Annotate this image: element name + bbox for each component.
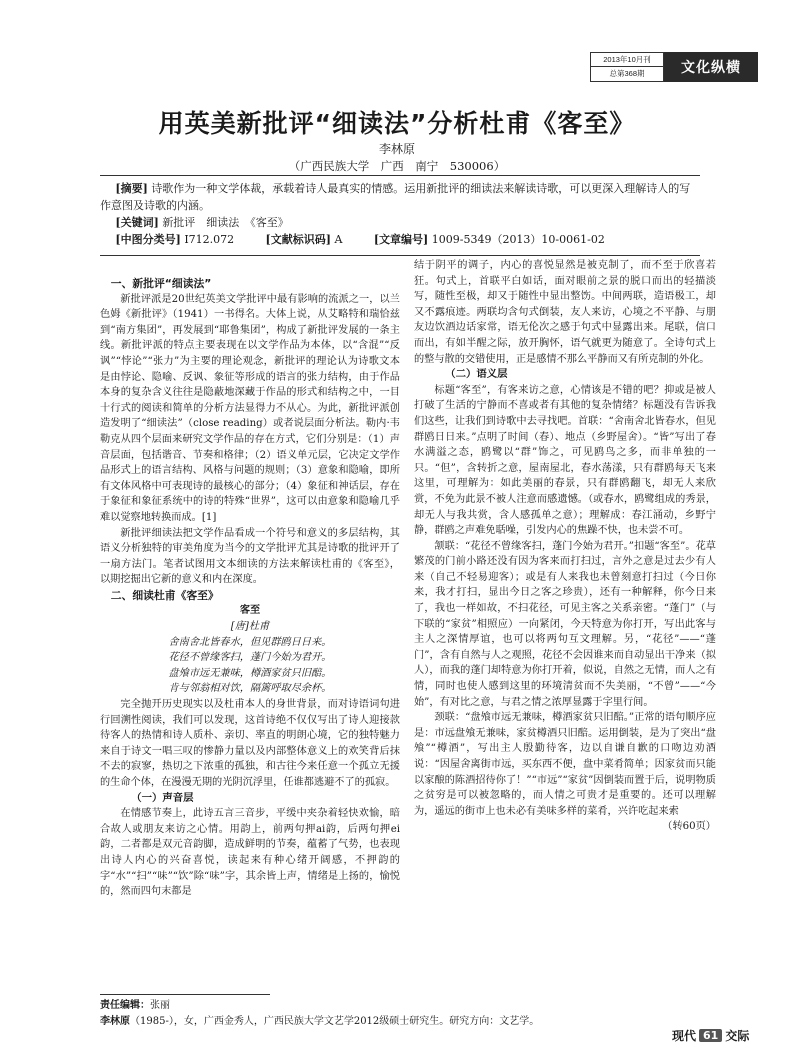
- keywords-text: 新批评 细读法 《客至》: [162, 216, 289, 229]
- doc-code-group: [250, 231, 342, 248]
- editor-name: 张丽: [150, 1000, 170, 1011]
- poem-line: 盘飧市远无兼味，樽酒家贫只旧醅。: [168, 667, 332, 679]
- article-no-group: [358, 231, 604, 248]
- journal-name-left: 现代: [672, 1029, 697, 1043]
- paragraph: 标题“客至”，有客来访之意，心情该是不错的吧？抑或是被人打破了生活的宁静而不喜或者有其他的复杂情绪？标题没有告诉我们这些，让我们到诗歌中去寻找吧。首联：“舍南舍北皆春水，但见群鸥日日来。”点明了时间（春）、地点（乡野屋舍）。“皆”写出了春水满溢之态，鸥鹭以“群”饰之，可见鸥鸟之多，而非单独的一只。“但”，含转折之意，屋南屋北，春水荡漾，只有群鸥每天飞来这里，可理解为：如此美丽的春景，只有群鸥翻飞，却无人来欣赏，不免为此景不被人注意而感遗憾。（或春水，鸥鹭组成的秀景，却无人与我共赏，含人感孤单之意）；理解成：春江涌动，乡野宁静，群鸥之声难免聒噪，引发内心的焦躁不快，也未尝不可。: [414, 384, 716, 537]
- article-affiliation: （广西民族大学 广西 南宁 530006）: [288, 159, 506, 173]
- abstract-label: [摘要]: [115, 182, 148, 195]
- subsection-heading-sound: （一）声音层: [131, 791, 194, 804]
- paragraph: 在情感节奏上，此诗五言三音步，平缓中夹杂着轻快欢愉，暗合故人或朋友来访之心情。用韵上，前两句押ai韵，后两句押ei韵，二者都是双元音韵脚，造成鲜明的节奏，蕴蓄了气势，也表现出诗人内心的兴奋喜悦，读起来有种心绪开阔感，不押韵的字“水”“扫”“味”“饮”除“味”字，其余皆上声，情绪是上扬的，愉悦的，然而四句末都是: [100, 808, 400, 898]
- article-title: 用英美新批评“细读法”分析杜甫《客至》: [158, 109, 636, 138]
- footnote-divider: [100, 994, 270, 995]
- continued-note: （转60页）: [662, 821, 716, 833]
- classification-line: [100, 231, 700, 248]
- poem-line: 花径不曾缘客扫，蓬门今始为君开。: [168, 652, 332, 664]
- footnotes: [100, 998, 720, 1030]
- header-divider: [100, 175, 700, 176]
- editor-line: [100, 998, 720, 1014]
- section-label: 文化纵横: [664, 52, 758, 82]
- bio-label: 李林原: [100, 1016, 130, 1027]
- clc-label: [中图分类号]: [115, 233, 181, 246]
- bio-text: （1985-），女，广西金秀人，广西民族大学文艺学2012级硕士研究生。研究方向：文艺学。: [130, 1016, 540, 1027]
- paragraph: 颔联：“花径不曾缘客扫，蓬门今始为君开。”扣题“客至”。花草繁茂的门前小路还没有因为客来而打扫过，言外之意是过去少有人来（自己不轻易迎客）；或是有人来我也未曾刻意打扫过（今日你来，我才打扫，显出今日之客之珍贵），还有一种解释，你今日来了，我也一样如故，不扫花径，可见主客之关系亲密。“蓬门”（与下联的“家贫”相照应）一向紧闭，今天特意为你打开，写出此客与主人之深情厚谊，也可以将两句互文理解。另，“花径”——“蓬门”，含有自然与人之观照，花径不会因谁来而自动显出干净来（拟人），而我的蓬门却特意为你打开着，似说，自然之无情，而人之有情，同时也使人感到这里的环境清贫而不失美丽，“不曾”——“今始”，有对比之意，与君之情之浓厚显露于字里行间。: [414, 540, 716, 708]
- article-author: 李林原: [378, 142, 415, 156]
- left-column: [100, 276, 400, 900]
- keywords: [100, 214, 700, 231]
- issue-info: [590, 52, 664, 82]
- abstract-text: 诗歌作为一种文学体裁，承载着诗人最真实的情感。运用新批评的细读法来解读诗歌，可以更深入理解诗人的写作意图及诗歌的内涵。: [100, 182, 691, 212]
- doc-code-label: [文献标识码]: [265, 233, 331, 246]
- abstract: [100, 180, 700, 214]
- paragraph: 新批评派是20世纪英美文学批评中最有影响的流派之一，以兰色姆《新批评》（1941）一书得名。大体上说，从艾略特和瑞恰兹到“南方集团”，再发展到“耶鲁集团”，构成了新批评发展的一条主线。新批评派的特点主要表现在以文学作品为本体，以“含混”“反讽”“悖论”“张力”为主要的理论观念，新批评的理论认为诗歌文本是由悖论、隐喻、反讽、象征等形成的语言的张力结构，由于作品本身的复杂含义往往是隐蔽地深藏于作品的形式和结构之中，一目十行式的阅读和简单的分析方法显得力不从心。为此，新批评派创造发明了“细读法”（close reading）或者说层面分析法。勒内·韦勒克从四个层面来研究文学作品的存在方式，它们分别是：（1）声音层面，包括谐音、节奏和格律；（2）语义单元层，它决定文学作品形式上的语言结构、风格与问题的规则；（3）意象和隐喻，即所有文体风格中可表现诗的最核心的部分；（4）象征和神话层，存在于象征和象征系统中的诗的特殊“世界”，这可以由意象和隐喻几乎难以觉察地转换而成。[1]: [100, 293, 400, 523]
- abstract-block: [100, 180, 700, 248]
- author-bio: [100, 1014, 720, 1030]
- paragraph: 新批评细读法把文学作品看成一个符号和意义的多层结构，其语义分析独特的审美角度为当今的文学批评尤其是诗歌的批评开了一扇方法门。笔者试图用文本细读的方法来解读杜甫的《客至》，以期挖掘出它新的意义和内在深度。: [100, 527, 400, 586]
- clc-group: [100, 231, 234, 248]
- poem-author: [唐]杜甫: [230, 621, 270, 633]
- poem-line: 舍南舍北皆春水，但见群鸥日日来。: [168, 636, 332, 648]
- poem-title: 客至: [239, 604, 261, 617]
- article-no-value: 1009-5349（2013）10-0061-02: [431, 233, 605, 246]
- editor-label: 责任编辑：: [100, 1000, 150, 1011]
- section-heading-1: 一、新批评“细读法”: [110, 277, 212, 290]
- paragraph: 颈联：“盘飧市远无兼味，樽酒家贫只旧醅。”正常的语句顺序应是：市远盘飧无兼味，家贫樽酒只旧醅。运用倒装，是为了突出“盘飧”“樽酒”，写出主人殷勤待客，边以自谦自歉的口吻边劝酒说：“因屋舍离街市远，买东西不便，盘中菜肴简单；因家贫而只能以家酿的陈酒招待你了！”“市远”“家贫”因倒装而置于后，说明物质之贫穷是可以被忽略的，而人情之可贵才是重要的。还可以理解为，遥远的街市上也未必有美味多样的菜肴，兴许吃起来索: [414, 712, 716, 817]
- masthead: [590, 52, 758, 82]
- abstract-divider: [100, 255, 700, 256]
- clc-value: I712.072: [184, 233, 235, 246]
- issue-date: 2013年10月刊: [603, 55, 651, 64]
- subsection-heading-semantic: （二）语义层: [445, 368, 508, 381]
- poem: [100, 603, 400, 697]
- journal-name-right: 交际: [725, 1029, 750, 1043]
- page-footer: [672, 1027, 749, 1044]
- issue-total: 总第368期: [591, 66, 663, 80]
- paragraph: 结于阴平的调子，内心的喜悦显然是被克制了，而不至于欣喜若狂。句式上，首联平白如话，面对眼前之景的脱口而出的轻描淡写，随性至极，却又于随性中显出整饬。中间两联，造语极工，却又不露痕迹。两联均含句式倒装，友人来访，心境之不平静、与朋友边饮酒边话家常，语无伦次之感于句式中显露出来。尾联，信口而出，有如半醒之际，放开胸怀，语气就更为随意了。全诗句式上的整与散的交错使用，正是感情不那么平静而又有所克制的外化。: [414, 260, 716, 365]
- paragraph: 完全抛开历史现实以及杜甫本人的身世背景，而对诗语词句进行回溯性阅读，我们可以发现，这首诗绝不仅仅写出了诗人迎接款待客人的热情和诗人质朴、亲切、率直的明朗心境，它的独特魅力来自于诗文一唱三叹的惨静力量以及内部整体意义上的欢笑背后抹不去的寂寥，热切之下浓重的孤独，和古往今来任意一个孤立无援的生命个体，在漫漫无期的光阴沉浮里，任谁都逃避不了的孤寂。: [100, 699, 400, 788]
- page-number: 61: [699, 1029, 722, 1042]
- doc-code-value: A: [334, 233, 343, 246]
- article-no-label: [文章编号]: [373, 233, 429, 246]
- right-column: [414, 258, 716, 835]
- poem-line: 肯与邻翁相对饮，隔篱呼取尽余杯。: [168, 683, 332, 695]
- section-heading-2: 二、细读杜甫《客至》: [110, 588, 219, 602]
- keywords-label: [关键词]: [115, 216, 159, 229]
